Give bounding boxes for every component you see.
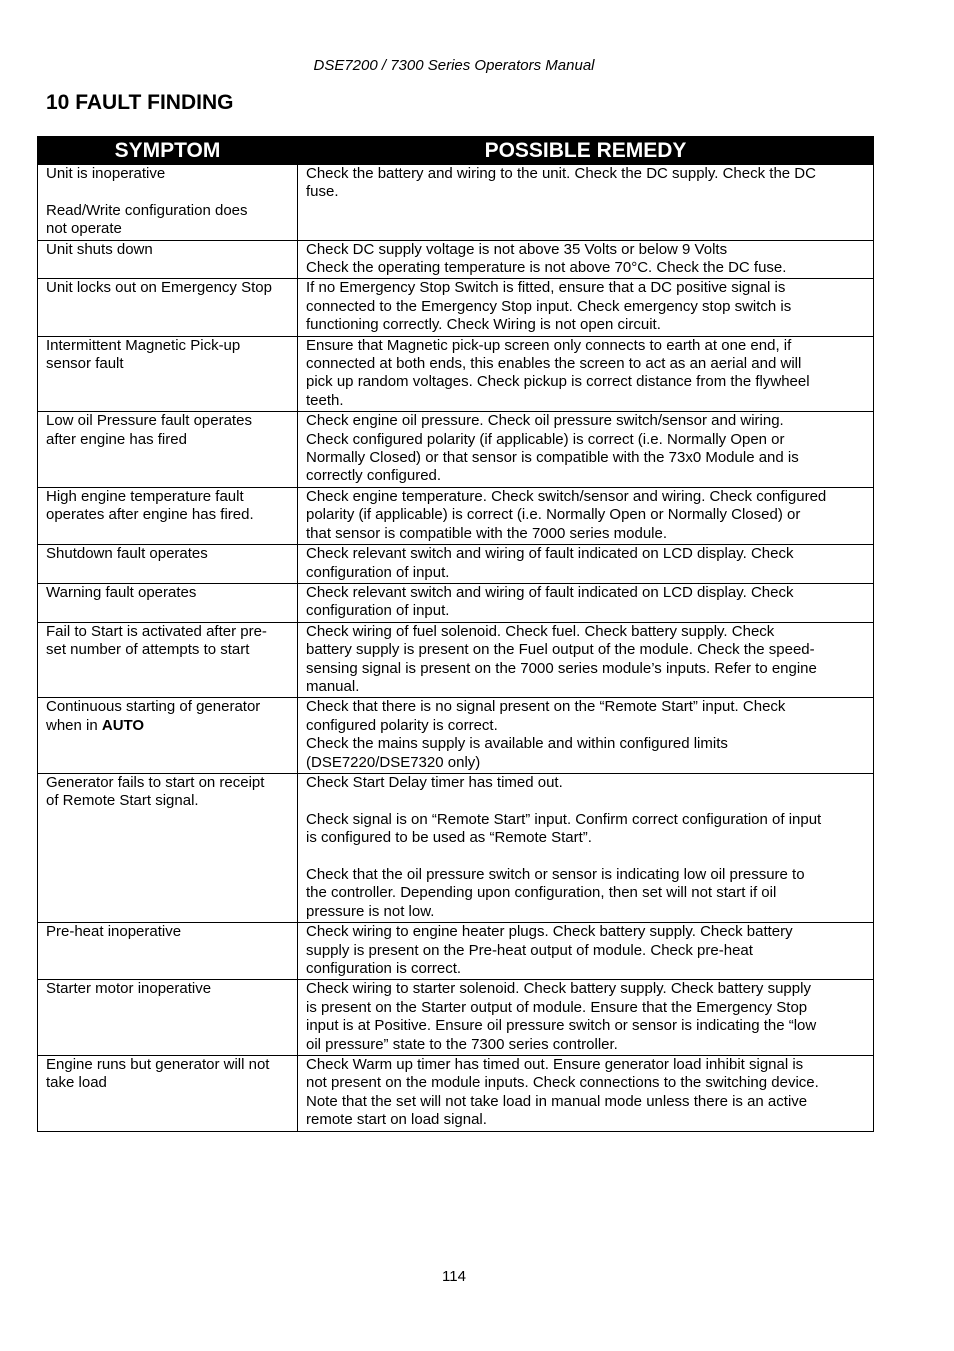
symptom-cell-line: Continuous starting of generator xyxy=(46,698,261,716)
remedy-cell xyxy=(298,773,874,922)
symptom-cell-line: after engine has fired xyxy=(46,430,187,448)
symptom-cell-line: Pre-heat inoperative xyxy=(46,923,182,941)
table-row xyxy=(38,583,874,622)
symptom-cell-line: set number of attempts to start xyxy=(46,641,250,659)
remedy-cell-line: pressure is not low. xyxy=(306,902,435,920)
table-header-row xyxy=(38,137,874,165)
table-row xyxy=(38,240,874,279)
table-row xyxy=(38,622,874,698)
symptom-cell-line: when in xyxy=(46,716,102,734)
table-row xyxy=(38,773,874,922)
symptom-column-header: SYMPTOM xyxy=(38,137,298,165)
remedy-cell-line: configured polarity is correct. xyxy=(306,716,498,734)
remedy-cell xyxy=(298,240,874,279)
table-row xyxy=(38,487,874,544)
remedy-cell-line: Check Start Delay timer has timed out. xyxy=(306,773,563,791)
remedy-cell-line: Check the operating temperature is not above 70°C. Check the DC fuse. xyxy=(306,259,787,277)
remedy-cell-line: Check wiring to engine heater plugs. Check battery supply. Check battery xyxy=(306,923,793,941)
symptom-cell xyxy=(38,487,298,544)
remedy-cell-line: correctly configured. xyxy=(306,467,442,485)
remedy-cell-line: connected at both ends, this enables the screen to act as an aerial and will xyxy=(306,355,802,373)
symptom-emphasis: AUTO xyxy=(101,716,145,734)
symptom-cell-line: take load xyxy=(46,1074,107,1092)
symptom-cell-line: Unit shuts down xyxy=(46,240,153,258)
table-row xyxy=(38,279,874,336)
remedy-cell-line: Note that the set will not take load in manual mode unless there is an active xyxy=(306,1092,808,1110)
symptom-cell-line: Generator fails to start on receipt xyxy=(46,773,265,791)
symptom-cell xyxy=(38,583,298,622)
page-number: 114 xyxy=(442,1268,466,1285)
symptom-cell-line: Intermittent Magnetic Pick-up xyxy=(46,336,241,354)
remedy-cell-line: input is at Positive. Ensure oil pressure switch or sensor is indicating the “low xyxy=(306,1017,817,1035)
remedy-cell-line: Check engine oil pressure. Check oil pressure switch/sensor and wiring. xyxy=(306,412,784,430)
symptom-cell xyxy=(38,165,298,241)
symptom-cell-line: Starter motor inoperative xyxy=(46,980,212,998)
remedy-cell xyxy=(298,980,874,1056)
symptom-cell xyxy=(38,923,298,980)
remedy-cell-line xyxy=(306,792,869,810)
table-row xyxy=(38,412,874,488)
remedy-cell-line xyxy=(306,848,869,866)
document-header: DSE7200 / 7300 Series Operators Manual xyxy=(313,57,595,74)
symptom-cell-line: Shutdown fault operates xyxy=(46,545,208,563)
remedy-cell-line: Check signal is on “Remote Start” input. Confirm correct configuration of input xyxy=(306,810,822,828)
fault-finding-table xyxy=(37,136,874,1132)
section-title: 10 FAULT FINDING xyxy=(46,91,234,114)
remedy-cell-line: manual. xyxy=(306,677,360,695)
symptom-cell-line: sensor fault xyxy=(46,355,124,373)
remedy-cell xyxy=(298,279,874,336)
remedy-cell-line: Check wiring of fuel solenoid. Check fuel. Check battery supply. Check xyxy=(306,622,775,640)
remedy-cell-line: sensing signal is present on the 7000 series module’s inputs. Refer to engine xyxy=(306,659,817,677)
remedy-cell-line: Check DC supply voltage is not above 35 Volts or below 9 Volts xyxy=(306,240,728,258)
remedy-cell-line: polarity (if applicable) is correct (i.e. Normally Open or Normally Closed) or xyxy=(306,506,801,524)
remedy-cell-line: Check relevant switch and wiring of fault indicated on LCD display. Check xyxy=(306,545,794,563)
symptom-cell-line: High engine temperature fault xyxy=(46,487,244,505)
table-row xyxy=(38,165,874,241)
symptom-cell-line: operates after engine has fired. xyxy=(46,506,254,524)
remedy-cell-line: not present on the module inputs. Check connections to the switching device. xyxy=(306,1074,819,1092)
symptom-cell xyxy=(38,773,298,922)
symptom-cell xyxy=(38,545,298,584)
remedy-cell xyxy=(298,698,874,774)
remedy-cell-line: Ensure that Magnetic pick-up screen only connects to earth at one end, if xyxy=(306,336,792,354)
remedy-column-header: POSSIBLE REMEDY xyxy=(298,137,874,165)
remedy-cell-line: Check that the oil pressure switch or sensor is indicating low oil pressure to xyxy=(306,865,805,883)
remedy-cell-line: is present on the Starter output of module. Ensure that the Emergency Stop xyxy=(306,998,808,1016)
remedy-cell xyxy=(298,545,874,584)
table-row xyxy=(38,336,874,412)
remedy-cell-line: battery supply is present on the Fuel output of the module. Check the speed- xyxy=(306,641,815,659)
fault-table-body xyxy=(38,165,874,1132)
remedy-cell xyxy=(298,412,874,488)
symptom-cell-line: Warning fault operates xyxy=(46,583,197,601)
symptom-cell-line: Read/Write configuration does xyxy=(46,201,248,219)
symptom-cell xyxy=(38,622,298,698)
symptom-cell xyxy=(38,980,298,1056)
symptom-cell-line: Engine runs but generator will not xyxy=(46,1056,270,1074)
remedy-cell-line: Check wiring to starter solenoid. Check battery supply. Check battery supply xyxy=(306,980,811,998)
remedy-cell-line: remote start on load signal. xyxy=(306,1111,487,1129)
symptom-cell-line xyxy=(46,183,293,201)
remedy-cell-line: functioning correctly. Check Wiring is not open circuit. xyxy=(306,316,661,334)
remedy-cell-line: teeth. xyxy=(306,391,344,409)
remedy-cell-line: configuration is correct. xyxy=(306,960,462,978)
remedy-cell xyxy=(298,336,874,412)
table-row xyxy=(38,980,874,1056)
remedy-cell-line: Check Warm up timer has timed out. Ensure generator load inhibit signal is xyxy=(306,1056,804,1074)
symptom-cell xyxy=(38,1056,298,1132)
symptom-cell xyxy=(38,698,298,774)
remedy-cell-line: pick up random voltages. Check pickup is correct distance from the flywheel xyxy=(306,373,810,391)
remedy-cell-line: that sensor is compatible with the 7000 series module. xyxy=(306,524,668,542)
remedy-cell-line: Normally Closed) or that sensor is compatible with the 73x0 Module and is xyxy=(306,449,799,467)
remedy-cell-line: Check relevant switch and wiring of fault indicated on LCD display. Check xyxy=(306,583,794,601)
remedy-cell-line: fuse. xyxy=(306,183,339,201)
symptom-cell xyxy=(38,336,298,412)
remedy-cell xyxy=(298,583,874,622)
remedy-cell xyxy=(298,923,874,980)
remedy-cell-line: is configured to be used as “Remote Start”. xyxy=(306,829,592,847)
remedy-cell xyxy=(298,487,874,544)
symptom-cell-line: not operate xyxy=(46,220,122,238)
table-row xyxy=(38,698,874,774)
symptom-cell xyxy=(38,279,298,336)
remedy-cell xyxy=(298,165,874,241)
symptom-cell-line: Low oil Pressure fault operates xyxy=(46,412,252,430)
symptom-cell-line: Unit is inoperative xyxy=(46,165,166,182)
remedy-cell-line: Check the mains supply is available and within configured limits xyxy=(306,735,728,753)
table-row xyxy=(38,545,874,584)
remedy-cell-line: oil pressure” state to the 7300 series controller. xyxy=(306,1035,618,1053)
remedy-cell-line: connected to the Emergency Stop input. Check emergency stop switch is xyxy=(306,297,792,315)
symptom-cell xyxy=(38,412,298,488)
remedy-cell-line: configuration of input. xyxy=(306,563,450,581)
remedy-cell-line: the controller. Depending upon configuration, then set will not start if oil xyxy=(306,884,777,902)
table-row xyxy=(38,1056,874,1132)
remedy-cell-line: Check engine temperature. Check switch/sensor and wiring. Check configured xyxy=(306,487,827,505)
remedy-cell xyxy=(298,1056,874,1132)
symptom-cell xyxy=(38,240,298,279)
remedy-cell-line: (DSE7220/DSE7320 only) xyxy=(306,753,481,771)
table-row xyxy=(38,923,874,980)
remedy-cell-line: Check that there is no signal present on the “Remote Start” input. Check xyxy=(306,698,786,716)
symptom-cell-line: Unit locks out on Emergency Stop xyxy=(46,279,272,297)
remedy-cell-line: Check the battery and wiring to the unit. Check the DC supply. Check the DC xyxy=(306,165,816,182)
remedy-cell-line: supply is present on the Pre-heat output of module. Check pre-heat xyxy=(306,941,753,959)
remedy-cell-line: If no Emergency Stop Switch is fitted, ensure that a DC positive signal is xyxy=(306,279,786,297)
remedy-cell-line: Check configured polarity (if applicable) is correct (i.e. Normally Open or xyxy=(306,430,785,448)
remedy-cell xyxy=(298,622,874,698)
remedy-cell-line: configuration of input. xyxy=(306,602,450,620)
symptom-cell-line: of Remote Start signal. xyxy=(46,792,199,810)
symptom-cell-line: Fail to Start is activated after pre- xyxy=(46,622,267,640)
